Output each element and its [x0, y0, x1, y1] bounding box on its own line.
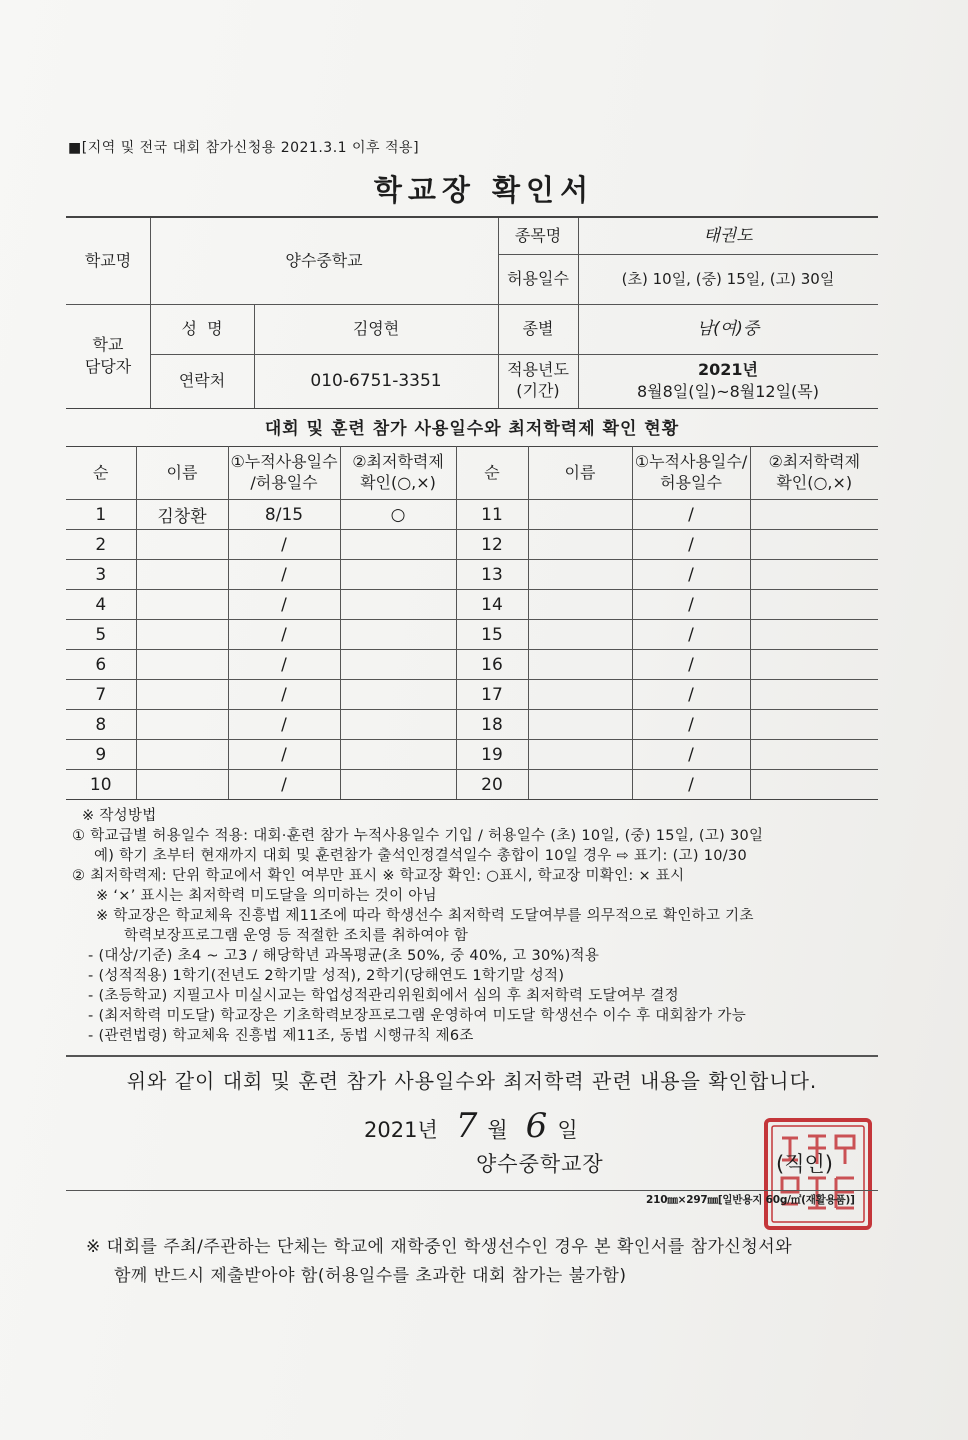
roster-cell-check2: [750, 560, 878, 590]
note-2-a: ※ ‘×’ 표시는 최저학력 미도달을 의미하는 것이 아님: [96, 888, 437, 904]
note-2: ② 최저학력제: 단위 학교에서 확인 여부만 표시 ※ 학교장 확인: ○표시, 학교장 미확인: × 표시: [72, 868, 685, 884]
roster-cell-check2: [750, 500, 878, 530]
roster-header-cell: ②최저학력제 확인(○,×): [340, 447, 456, 500]
roster-cell-name2: [528, 710, 632, 740]
roster-cell-name2: [528, 740, 632, 770]
note-1: ① 학교급별 허용일수 적용: 대회·훈련 참가 누적사용일수 기입 / 허용일수 (초) 10일, (중) 15일, (고) 30일: [72, 828, 764, 844]
roster-cell-n1: 9: [66, 740, 136, 770]
roster-cell-days2: /: [632, 680, 750, 710]
section-title: 대회 및 훈련 참가 사용일수와 최저학력제 확인 현황: [264, 419, 680, 439]
table-row: [66, 770, 878, 800]
confirmation-text: 위와 같이 대회 및 훈련 참가 사용일수와 최저학력 관련 내용을 확인합니다.: [126, 1069, 818, 1093]
roster-cell-name1: [136, 770, 228, 800]
period-range: 8월8일(일)~8월12일(목): [636, 382, 819, 401]
roster-cell-n1: 5: [66, 620, 136, 650]
footer-divider: [66, 1190, 878, 1191]
roster-cell-check2: [750, 590, 878, 620]
date-day: 6: [525, 1106, 548, 1146]
notes-heading: ※ 작성방법: [82, 808, 157, 824]
table-row: [66, 500, 878, 530]
roster-cell-check2: [750, 680, 878, 710]
roster-cell-name1: [136, 740, 228, 770]
gender-value: 남(여)중: [696, 318, 760, 339]
roster-cell-n2: 12: [456, 530, 528, 560]
roster-cell-check1: [340, 620, 456, 650]
note-2-b1: ※ 학교장은 학교체육 진흥법 제11조에 따라 학생선수 최저학력 도달여부를 의무적으로 확인하고 기초: [96, 908, 754, 924]
roster-cell-n1: 6: [66, 650, 136, 680]
roster-cell-check2: [750, 620, 878, 650]
table-row: [66, 650, 878, 680]
roster-cell-name1: [136, 530, 228, 560]
manager-label: 학교 담당자: [84, 335, 132, 376]
roster-cell-check2: [750, 770, 878, 800]
roster-cell-name2: [528, 650, 632, 680]
roster-cell-name2: [528, 530, 632, 560]
instructions: [72, 806, 882, 1046]
detail-2: - (성적적용) 1학기(전년도 2학기말 성적), 2학기(당해연도 1학기말 성적): [88, 968, 565, 984]
roster-cell-check2: [750, 530, 878, 560]
roster-cell-n1: 3: [66, 560, 136, 590]
roster-cell-days1: /: [228, 680, 340, 710]
roster-cell-check2: [750, 710, 878, 740]
roster-cell-check1: [340, 680, 456, 710]
allowed-days-label: 허용일수: [507, 269, 569, 289]
roster-cell-name2: [528, 620, 632, 650]
period-value: [578, 354, 878, 408]
roster-cell-n2: 18: [456, 710, 528, 740]
date-month: 7: [455, 1106, 478, 1146]
roster-cell-check1: [340, 590, 456, 620]
paper-size-note: 210㎜×297㎜[일반용지 60g/㎡(재활용품)]: [646, 1194, 855, 1206]
table-row: [66, 710, 878, 740]
roster-cell-name1: [136, 590, 228, 620]
roster-cell-days1: /: [228, 740, 340, 770]
contact-label: 연락처: [178, 371, 226, 391]
gender-label: 종별: [522, 319, 554, 339]
table-row: [66, 680, 878, 710]
roster-header-cell: 이름: [136, 447, 228, 500]
roster-cell-name2: [528, 590, 632, 620]
roster-table: [66, 446, 878, 800]
roster-cell-check1: [340, 740, 456, 770]
principal-name: 양수중학교장: [476, 1152, 604, 1176]
bottom-note: [86, 1233, 876, 1291]
school-label: 학교명: [84, 251, 132, 271]
table-row: [66, 740, 878, 770]
sport-value: 태권도: [703, 225, 753, 246]
roster-cell-check1: [340, 560, 456, 590]
roster-cell-days2: /: [632, 500, 750, 530]
detail-5: - (관련법령) 학교체육 진흥법 제11조, 동법 시행규칙 제6조: [88, 1028, 474, 1044]
roster-header-cell: ①누적사용일수 /허용일수: [228, 447, 340, 500]
roster-cell-name2: [528, 560, 632, 590]
date-year: 2021년: [364, 1118, 438, 1142]
roster-cell-n1: 8: [66, 710, 136, 740]
roster-cell-n2: 11: [456, 500, 528, 530]
name-label: 성 명: [181, 319, 223, 339]
bottom-note-line-1: ※ 대회를 주최/주관하는 단체는 학교에 재학중인 학생선수인 경우 본 확인서를 참가신청서와: [86, 1237, 793, 1257]
roster-header-cell: 이름: [528, 447, 632, 500]
roster-cell-name2: [528, 680, 632, 710]
table-row: [66, 590, 878, 620]
roster-cell-n1: 4: [66, 590, 136, 620]
roster-cell-n2: 13: [456, 560, 528, 590]
roster-cell-name1: [136, 680, 228, 710]
date-day-label: 일: [557, 1118, 578, 1142]
date-month-label: 월: [487, 1118, 508, 1142]
school-value: 양수중학교: [285, 251, 363, 271]
table-row: [66, 530, 878, 560]
seal-label: (직인): [776, 1152, 833, 1176]
roster-cell-days2: /: [632, 650, 750, 680]
roster-cell-name1: 김창환: [136, 500, 228, 530]
divider: [66, 1055, 878, 1057]
roster-header-cell: 순: [66, 447, 136, 500]
roster-cell-n2: 17: [456, 680, 528, 710]
roster-cell-check2: [750, 650, 878, 680]
roster-cell-days1: /: [228, 770, 340, 800]
roster-cell-name1: [136, 710, 228, 740]
date-line: [364, 1106, 578, 1146]
roster-cell-n2: 19: [456, 740, 528, 770]
detail-4: - (최저학력 미도달) 학교장은 기초학력보장프로그램 운영하여 미도달 학생선수 이수 후 대회참가 가능: [88, 1008, 747, 1024]
roster-header-cell: 순: [456, 447, 528, 500]
period-label: 적용년도 (기간): [507, 360, 569, 400]
detail-3: - (초등학교) 지필고사 미실시교는 학업성적관리위원회에서 심의 후 최저학력 도달여부 결정: [88, 988, 679, 1004]
roster-cell-check1: [340, 530, 456, 560]
page-title: 학교장 확인서: [373, 173, 595, 207]
note-1-example: 예) 학기 초부터 현재까지 대회 및 훈련참가 출석인정결석일수 총합이 10일 경우 ⇨ 표기: (고) 10/30: [94, 848, 748, 864]
roster-cell-days1: /: [228, 620, 340, 650]
roster-cell-days2: /: [632, 710, 750, 740]
roster-cell-check1: ○: [340, 500, 456, 530]
roster-cell-days1: /: [228, 530, 340, 560]
manager-name: 김영현: [352, 319, 400, 339]
roster-header-cell: ①누적사용일수/ 허용일수: [632, 447, 750, 500]
roster-cell-n1: 7: [66, 680, 136, 710]
roster-cell-n2: 20: [456, 770, 528, 800]
roster-cell-name2: [528, 770, 632, 800]
roster-cell-name1: [136, 560, 228, 590]
roster-cell-days2: /: [632, 590, 750, 620]
roster-cell-days1: /: [228, 710, 340, 740]
roster-cell-n1: 2: [66, 530, 136, 560]
roster-cell-days2: /: [632, 770, 750, 800]
note-2-b2: 학력보장프로그램 운영 등 적절한 조치를 취하여야 함: [124, 928, 469, 944]
roster-cell-days2: /: [632, 740, 750, 770]
roster-cell-n1: 1: [66, 500, 136, 530]
roster-cell-days1: /: [228, 590, 340, 620]
roster-header-cell: ②최저학력제 확인(○,×): [750, 447, 878, 500]
roster-cell-days2: /: [632, 560, 750, 590]
roster-cell-check1: [340, 650, 456, 680]
detail-1: - (대상/기준) 초4 ~ 고3 / 해당학년 과목평균(초 50%, 중 40%, 고 30%)적용: [88, 948, 600, 964]
roster-cell-name2: [528, 500, 632, 530]
roster-cell-check1: [340, 770, 456, 800]
roster-cell-days2: /: [632, 530, 750, 560]
roster-cell-check2: [750, 740, 878, 770]
allowed-days-value: (초) 10일, (중) 15일, (고) 30일: [621, 269, 835, 288]
roster-cell-days2: /: [632, 620, 750, 650]
roster-cell-check1: [340, 710, 456, 740]
roster-cell-n1: 10: [66, 770, 136, 800]
header-note: ■[지역 및 전국 대회 참가신청용 2021.3.1 이후 적용]: [68, 140, 420, 156]
roster-header-row: [66, 447, 878, 500]
contact-value: 010-6751-3351: [310, 370, 442, 391]
roster-cell-n2: 14: [456, 590, 528, 620]
roster-cell-name1: [136, 620, 228, 650]
roster-cell-days1: /: [228, 560, 340, 590]
bottom-note-line-2: 함께 반드시 제출받아야 함(허용일수를 초과한 대회 참가는 불가함): [114, 1266, 627, 1286]
roster-cell-n2: 15: [456, 620, 528, 650]
roster-cell-days1: 8/15: [228, 500, 340, 530]
info-table: [66, 216, 878, 409]
roster-cell-name1: [136, 650, 228, 680]
roster-cell-n2: 16: [456, 650, 528, 680]
table-row: [66, 620, 878, 650]
table-row: [66, 560, 878, 590]
period-year: 2021년: [698, 360, 758, 380]
sport-label: 종목명: [514, 226, 562, 246]
roster-cell-days1: /: [228, 650, 340, 680]
